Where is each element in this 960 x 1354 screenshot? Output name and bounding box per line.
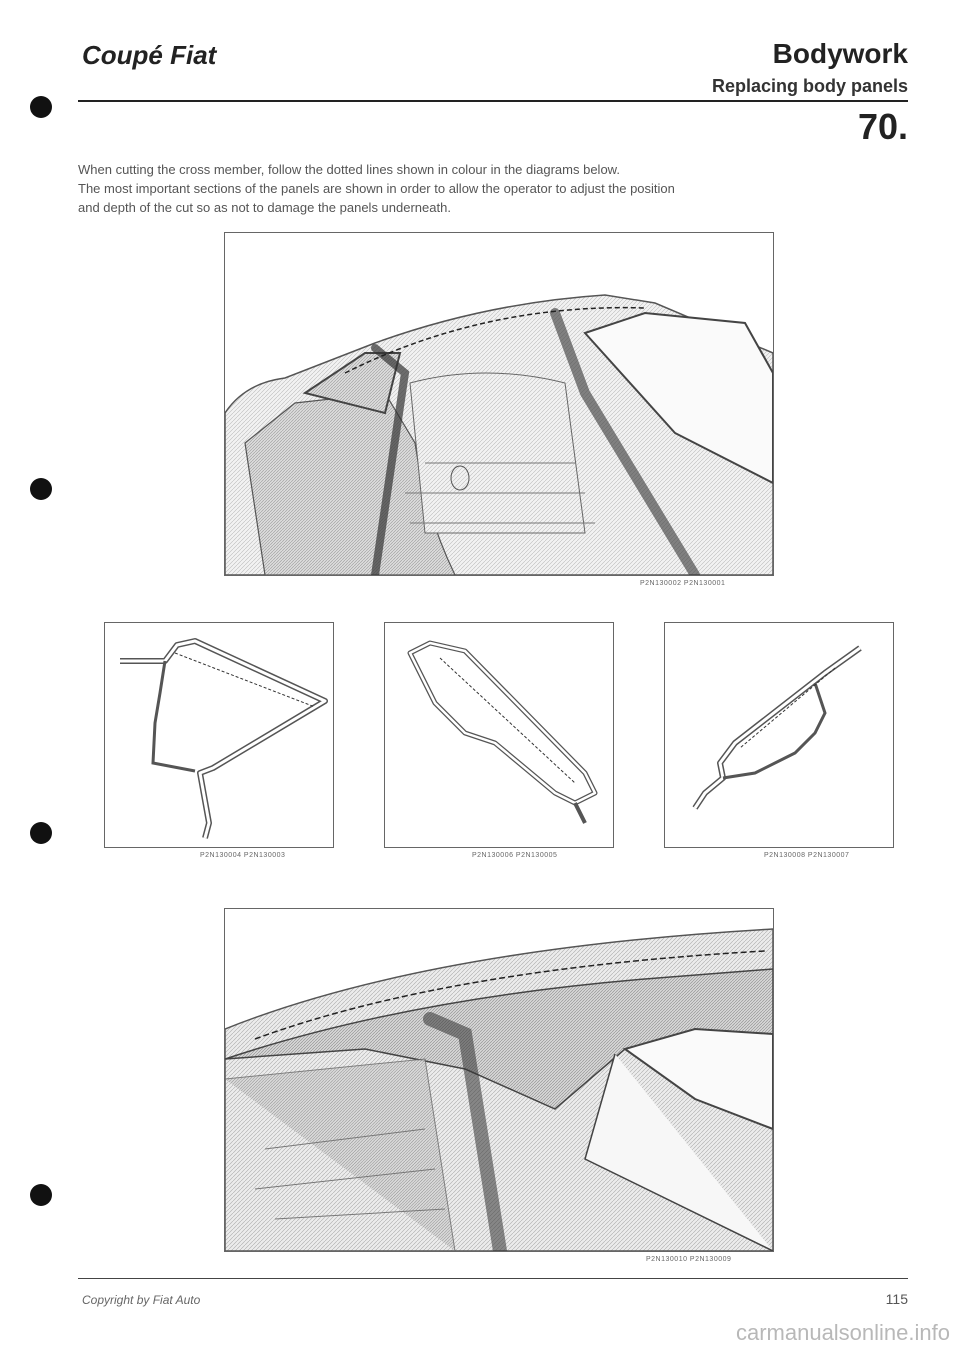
copyright-notice: Copyright by Fiat Auto (82, 1293, 201, 1307)
figure-code: P2N130004 P2N130003 (200, 852, 286, 859)
side-panel-illustration (105, 623, 333, 847)
figure-roof-rail-section (664, 622, 894, 848)
section-title: Bodywork (772, 38, 908, 69)
subsection-title: Replacing body panels (711, 76, 908, 96)
intro-line: The most important sections of the panels are shown in order to allow the operator to adjust the position (78, 181, 675, 196)
figure-cross-member-section (384, 622, 614, 848)
roof-rear-illustration (225, 233, 773, 575)
procedure-number: 70. (857, 106, 908, 147)
binder-hole (30, 1184, 52, 1206)
intro-line: and depth of the cut so as not to damage the panels underneath. (78, 200, 451, 215)
figure-code: P2N130010 P2N130009 (646, 1256, 732, 1263)
figure-roof-side-view (224, 908, 774, 1252)
binder-hole (30, 96, 52, 118)
roof-side-illustration (225, 909, 773, 1251)
intro-paragraph (78, 160, 910, 217)
roof-rail-illustration (665, 623, 893, 847)
cross-member-illustration (385, 623, 613, 847)
figure-code: P2N130002 P2N130001 (640, 580, 726, 587)
figure-code: P2N130006 P2N130005 (472, 852, 558, 859)
binder-hole (30, 478, 52, 500)
watermark: carmanualsonline.info (735, 1320, 950, 1345)
manual-brand: Coupé Fiat (82, 40, 217, 70)
figure-roof-rear-view (224, 232, 774, 576)
figure-code: P2N130008 P2N130007 (764, 852, 850, 859)
header-rule (78, 100, 908, 102)
footer-rule (78, 1278, 908, 1279)
binder-hole (30, 822, 52, 844)
intro-line: When cutting the cross member, follow the dotted lines shown in colour in the diagrams below. (78, 162, 620, 177)
figure-side-panel-section (104, 622, 334, 848)
page-number: 115 (885, 1291, 908, 1307)
